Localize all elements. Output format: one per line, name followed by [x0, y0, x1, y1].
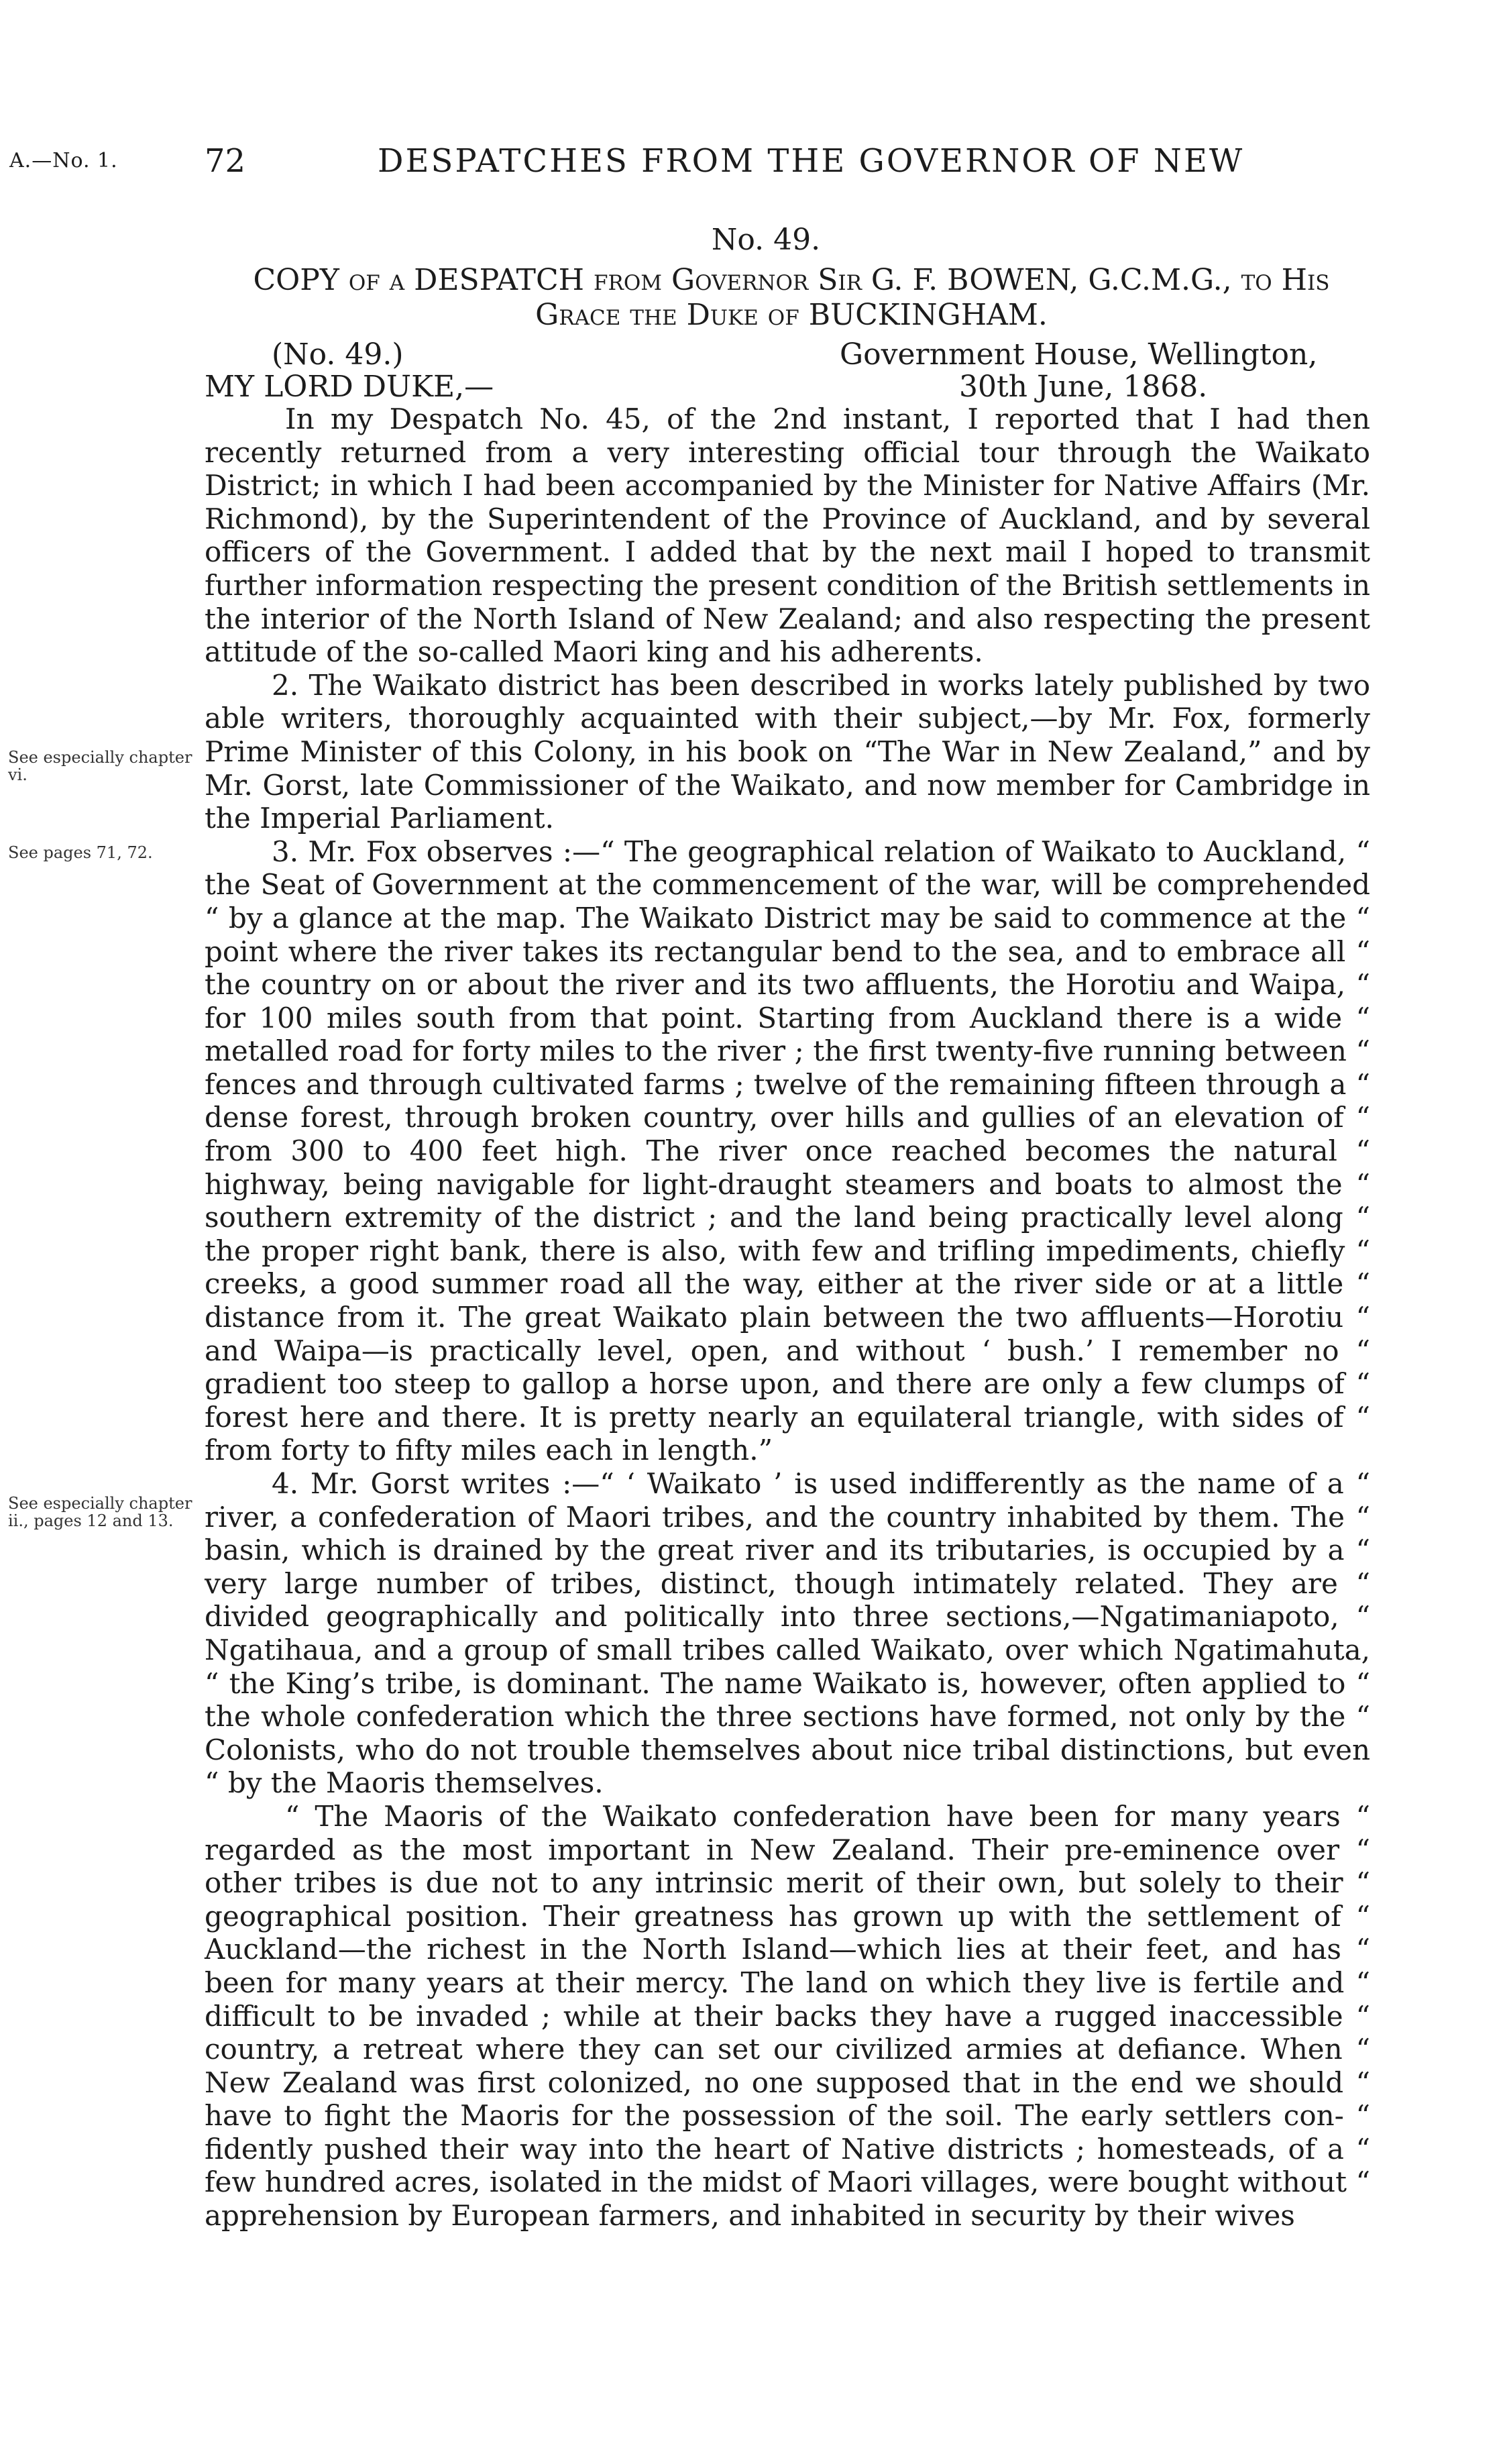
- despatch-title: [201, 263, 1382, 333]
- despatch-title-line-1: COPY of a DESPATCH from Governor Sir G. F. BOWEN, G.C.M.G., to His: [253, 263, 1330, 297]
- running-title: DESPATCHES FROM THE GOVERNOR OF NEW: [378, 142, 1245, 180]
- margin-note-pages: See pages 71, 72.: [8, 843, 153, 862]
- despatch-date: 30th June, 1868.: [959, 370, 1208, 404]
- paragraph-1: In my Despatch No. 45, of the 2nd instant, I reported that I had then recently returned from a very interesting official tour through the Waikato District; in which I had been accompanied by the Minister for Native Affairs (Mr. Richmond), by the Superintendent of the Province of Auckland, and by several officers of the Government. I added that by the next mail I hoped to transmit further information respecting the present condition of the British settlements in the interior of the North Island of New Zealand; and also respecting the present attitude of the so-called Maori king and his adherents.: [205, 403, 1370, 669]
- despatch-title-line-2: Grace the Duke of BUCKINGHAM.: [535, 298, 1048, 332]
- despatch-ref-no: (No. 49.): [272, 337, 404, 372]
- paragraph-2: 2. The Waikato district has been described in works lately published by two able writers, thoroughly acquainted with their subject,—by Mr. Fox, formerly Prime Minister of this Colony, in his book on “The War in New Zealand,” and by Mr. Gorst, late Commissioner of the Waikato, and now member for Cambridge in the Imperial Parliament.: [205, 668, 1370, 835]
- margin-note-chapter-ii: See especially chapter ii., pages 12 and 13.: [8, 1494, 192, 1530]
- despatch-place: Government House, Wellington,: [840, 337, 1318, 372]
- page-number: 72: [205, 142, 246, 180]
- header-reference: A.—No. 1.: [9, 149, 118, 172]
- despatch-number: No. 49.: [711, 223, 821, 257]
- despatch-body: [205, 403, 1370, 2233]
- paragraph-3: 3. Mr. Fox observes :—“ The geographical relation of Waikato to Auckland, “ the Seat of Government at the commencement of the war, will be comprehended “ by a glance at the map. The Waikato District may be said to commence at the “ point where the river takes its rectangular bend to the sea, and to embrace all “ the country on or about the river and its two affluents, the Horotiu and Waipa, “ for 100 miles south from that point. Starting from Auckland there is a wide “ metalled road for forty miles to the river ; the first twenty-five running between “ fences and through cultivated farms ; twelve of the remaining fifteen through a “ dense forest, through broken country, over hills and gullies of an elevation of “ from 300 to 400 feet high. The river once reached becomes the natural “ highway, being navigable for light-draught steamers and boats to almost the “ southern extremity of the district ; and the land being practically level along “ the proper right bank, there is also, with few and trifling impediments, chiefly “ creeks, a good summer road all the way, either at the river side or at a little “ distance from it. The great Waikato plain between the two affluents—Horotiu “ and Waipa—is practically level, open, and without ‘ bush.’ I remember no “ gradient too steep to gallop a horse upon, and there are only a few clumps of “ forest here and there. It is pretty nearly an equilateral triangle, with sides of “ from forty to fifty miles each in length.”: [205, 835, 1370, 1467]
- margin-note-chapter-vi: See especially chapter vi.: [8, 748, 192, 784]
- paragraph-4: 4. Mr. Gorst writes :—“ ‘ Waikato ’ is used indifferently as the name of a “ river, a confederation of Maori tribes, and the country inhabited by them. The “ basin, which is drained by the great river and its tributaries, is occupied by a “ very large number of tribes, distinct, though intimately related. They are “ divided geographically and politically into three sections,—Ngatimaniapoto, “ Ngatihaua, and a group of small tribes called Waikato, over which Ngatimahuta, “ the King’s tribe, is dominant. The name Waikato is, however, often applied to “ the whole confederation which the three sections have formed, not only by the “ Colonists, who do not trouble themselves about nice tribal distinctions, but even “ by the Maoris themselves.: [205, 1467, 1370, 1800]
- salutation: MY LORD DUKE,—: [205, 370, 494, 404]
- paragraph-5: “ The Maoris of the Waikato confederation have been for many years “ regarded as the most important in New Zealand. Their pre-eminence over “ other tribes is due not to any intrinsic merit of their own, but solely to their “ geographical position. Their greatness has grown up with the settlement of “ Auckland—the richest in the North Island—which lies at their feet, and has “ been for many years at their mercy. The land on which they live is fertile and “ difficult to be invaded ; while at their backs they have a rugged inaccessible “ country, a retreat where they can set our civilized armies at defiance. When “ New Zealand was first colonized, no one supposed that in the end we should “ have to fight the Maoris for the possession of the soil. The early settlers con- “ fidently pushed their way into the heart of Native districts ; homesteads, of a “ few hundred acres, isolated in the midst of Maori villages, were bought without “ apprehension by European farmers, and inhabited in security by their wives: [205, 1799, 1370, 2233]
